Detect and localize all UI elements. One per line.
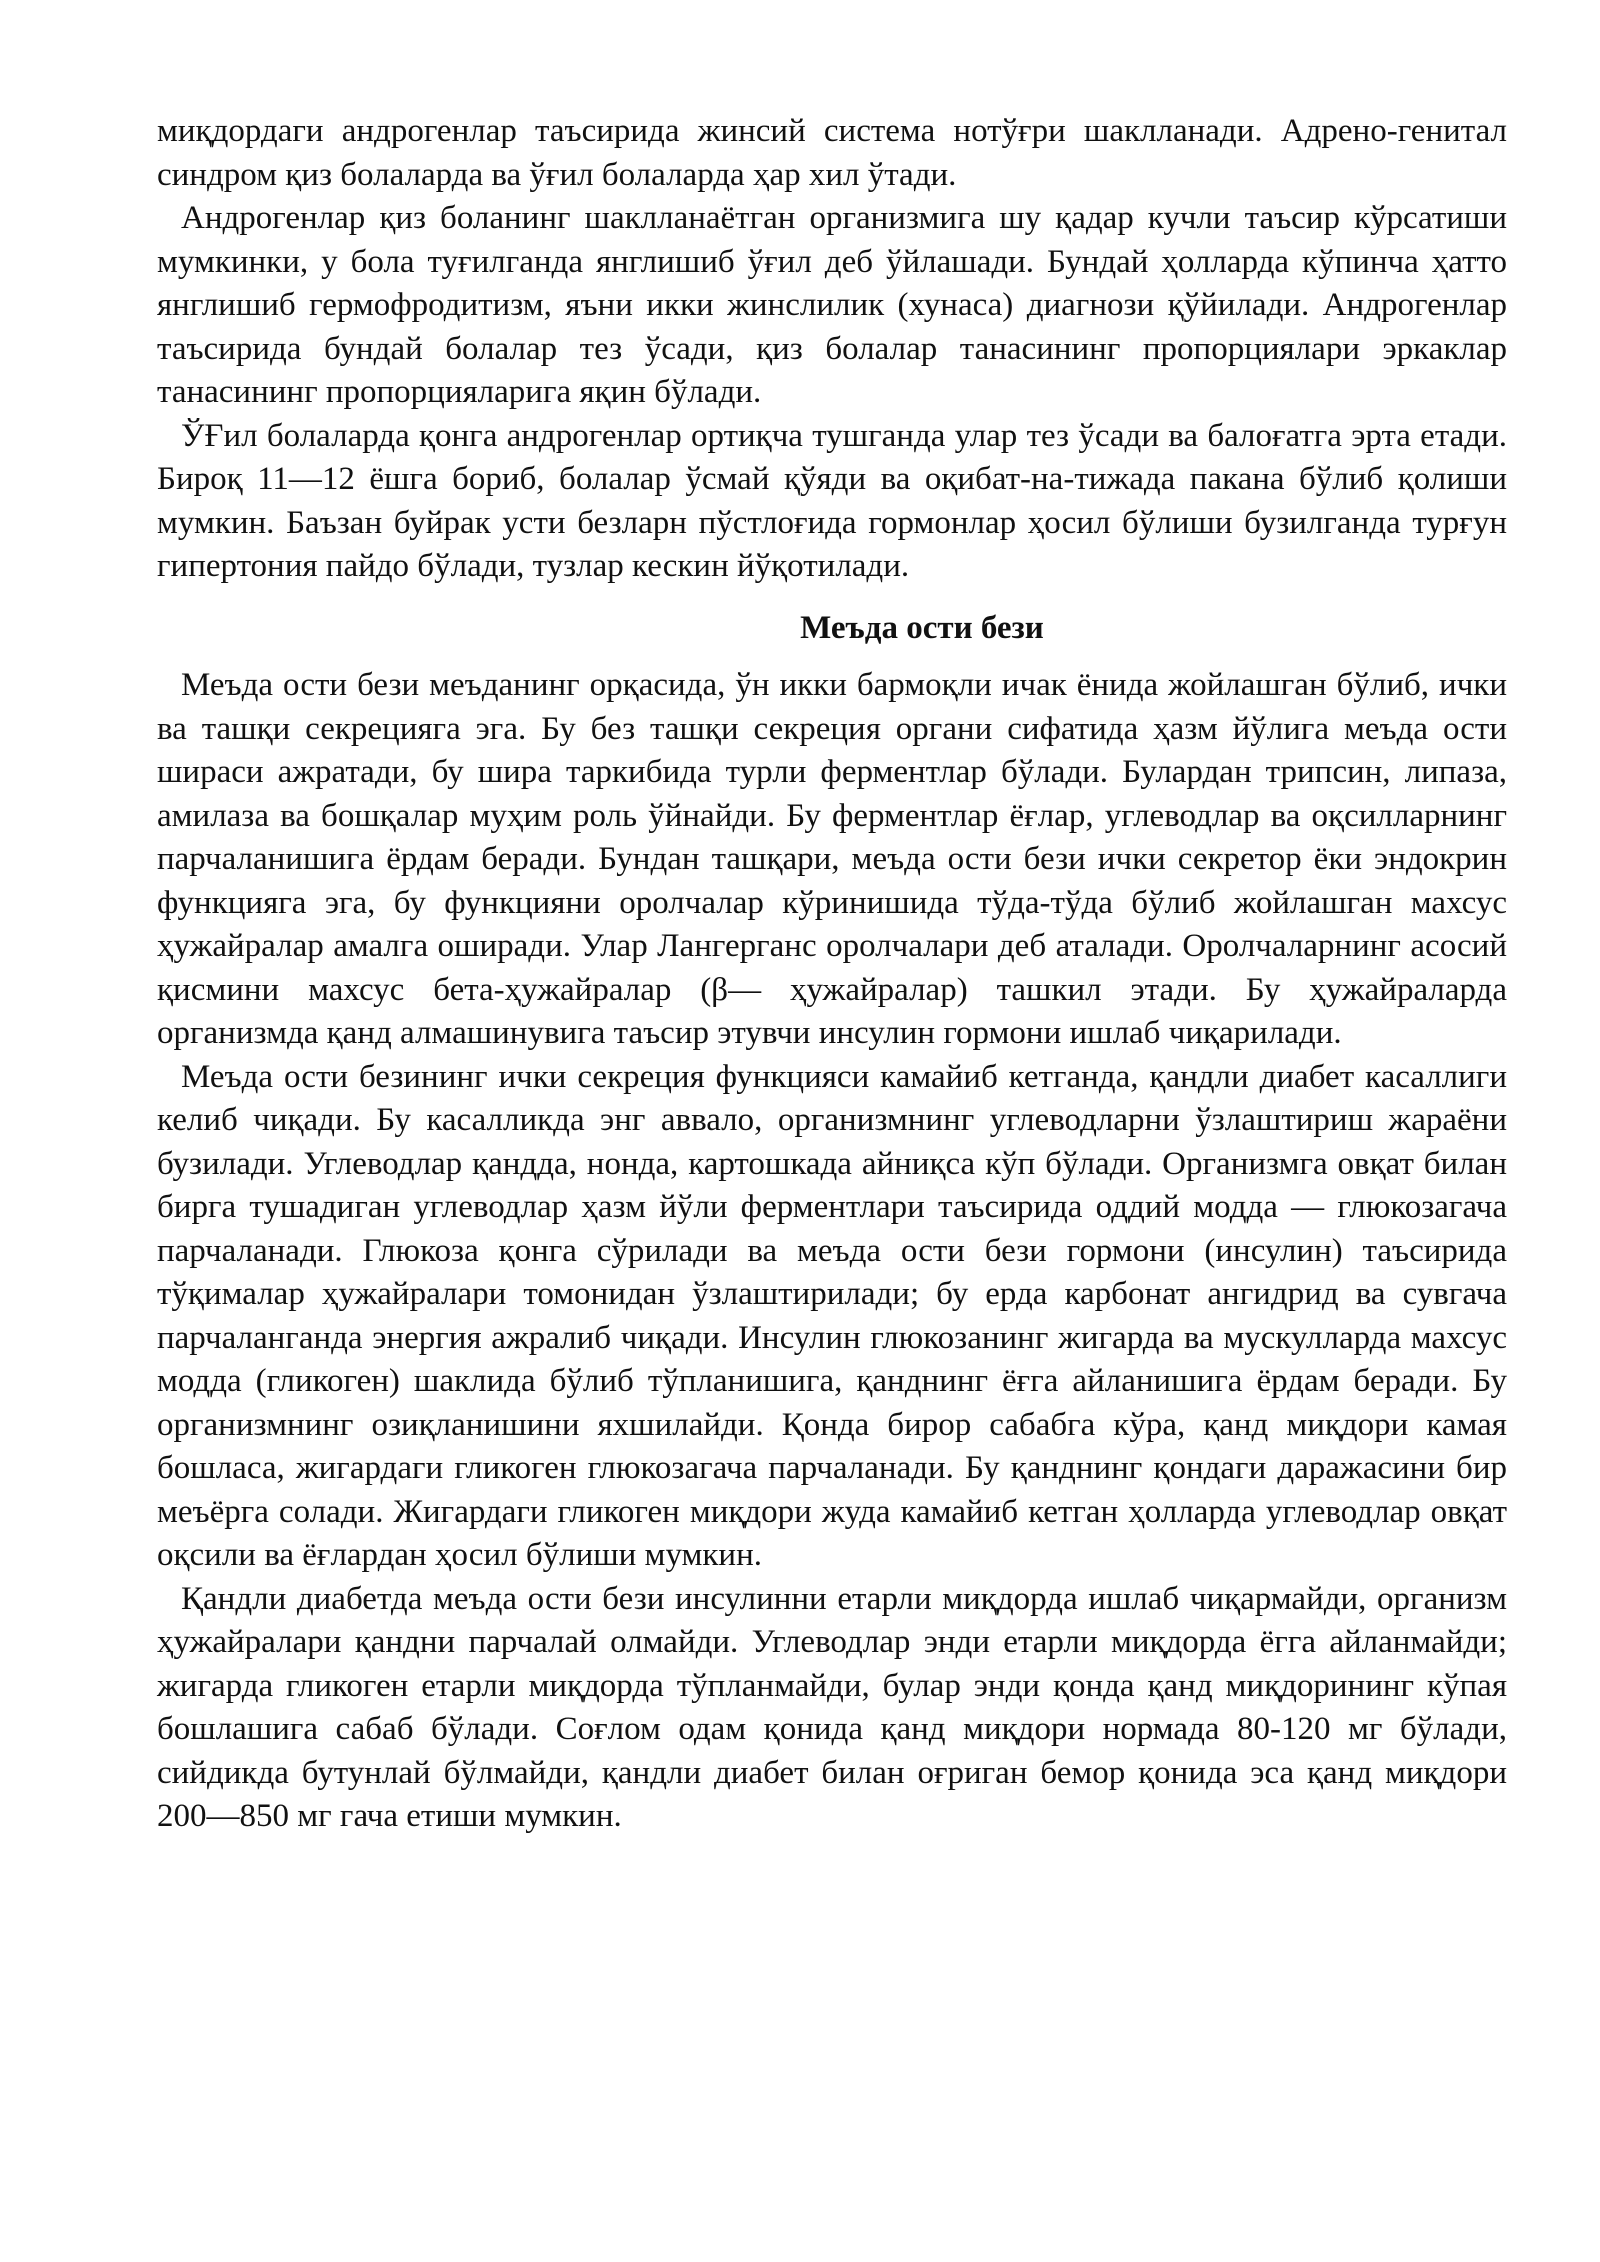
section-heading: Меъда ости бези bbox=[800, 609, 1044, 646]
document-page bbox=[157, 110, 1507, 1839]
paragraph-1: миқдордаги андрогенлар таъсирида жинсий система нотўғри шаклланади. Адрено-генитал синдром қиз болаларда ва ўғил болаларда ҳар хил ўтади. bbox=[157, 113, 1507, 193]
paragraph-2: Андрогенлар қиз боланинг шаклланаётган организмига шу қадар кучли таъсир кўрсатиши мумкинки, у бола туғилганда янглишиб ўғил деб ўйлашади. Бундай ҳолларда кўпинча ҳатто янглишиб гермофродитизм, яъни икки жинслилик (хунаса) диагнози қўйилади. Андрогенлар таъсирида бундай болалар тез ўсади, қиз болалар танасининг пропорциялари эркаклар танасининг пропорцияларига яқин бўлади. bbox=[157, 200, 1507, 410]
paragraph-4: Меъда ости бези меъданинг орқасида, ўн икки бармоқли ичак ёнида жойлашган бўлиб, ички ва ташқи секрецияга эга. Бу без ташқи секреция органи сифатида ҳазм йўлига меъда ости шираси ажратади, бу шира таркибида турли ферментлар бўлади. Булардан трипсин, липаза, амилаза ва бошқалар муҳим роль ўйнайди. Бу ферментлар ёғлар, углеводлар ва оқсилларнинг парчаланишига ёрдам беради. Бундан ташқари, меъда ости бези ички секретор ёки эндокрин функцияга эга, бу функцияни оролчалар кўринишида тўда-тўда бўлиб жойлашган махсус ҳужайралар амалга оширади. Улар Лангерганс оролчалари деб аталади. Оролчаларнинг асосий қисмини махсус бета-ҳужайралар (β— ҳужайралар) ташкил этади. Бу ҳужайраларда организмда қанд алмашинувига таъсир этувчи инсулин гормони ишлаб чиқарилади. bbox=[157, 667, 1507, 1051]
paragraph-6: Қандли диабетда меъда ости бези инсулинни етарли миқдорда ишлаб чиқармайди, организм ҳужайралари қандни парчалай олмайди. Углеводлар энди етарли миқдорда ёгга айланмайди; жигарда гликоген етарли миқдорда тўпланмайди, булар энди қонда қанд миқдорининг кўпая бошлашига сабаб бўлади. Соғлом одам қонида қанд миқдори нормада 80-120 мг бўлади, сийдикда бутунлай бўлмайди, қандли диабет билан оғриган бемор қонида эса қанд миқдори 200—850 мг гача етиши мумкин. bbox=[157, 1580, 1507, 1834]
paragraph-5: Меъда ости безининг ички секреция функцияси камайиб кетганда, қандли диабет касаллиги келиб чиқади. Бу касалликда энг аввало, организмнинг углеводларни ўзлаштириш жараёни бузилади. Углеводлар қандда, нонда, картошкада айниқса кўп бўлади. Организмга овқат билан бирга тушадиган углеводлар ҳазм йўли ферментлари таъсирида оддий модда — глюкозагача парчаланади. Глюкоза қонга сўрилади ва меъда ости бези гормони (инсулин) таъсирида тўқималар ҳужайралари томонидан ўзлаштирилади; бу ерда карбонат ангидрид ва сувгача парчаланганда энергия ажралиб чиқади. Инсулин глюкозанинг жигарда ва мускулларда махсус модда (гликоген) шаклида бўлиб тўпланишига, қанднинг ёғга айланишига ёрдам беради. Бу организмнинг озиқланишини яхшилайди. Қонда бирор сабабга кўра, қанд миқдори камая бошласа, жигардаги гликоген глюкозагача парчаланади. Бу қанднинг қондаги даражасини бир меъёрга солади. Жигардаги гликоген миқдори жуда камайиб кетган ҳолларда углеводлар овқат оқсили ва ёғлардан ҳосил бўлиши мумкин. bbox=[157, 1058, 1507, 1573]
paragraph-3: ЎҒил болаларда қонга андрогенлар ортиқча тушганда улар тез ўсади ва балоғатга эрта етади. Бироқ 11—12 ёшга бориб, болалар ўсмай қўяди ва оқибат-на-тижада пакана бўлиб қолиши мумкин. Баъзан буйрак усти безларн пўстлоғида гормонлар ҳосил бўлиши бузилганда турғун гипертония пайдо бўлади, тузлар кескин йўқотилади. bbox=[157, 417, 1507, 584]
